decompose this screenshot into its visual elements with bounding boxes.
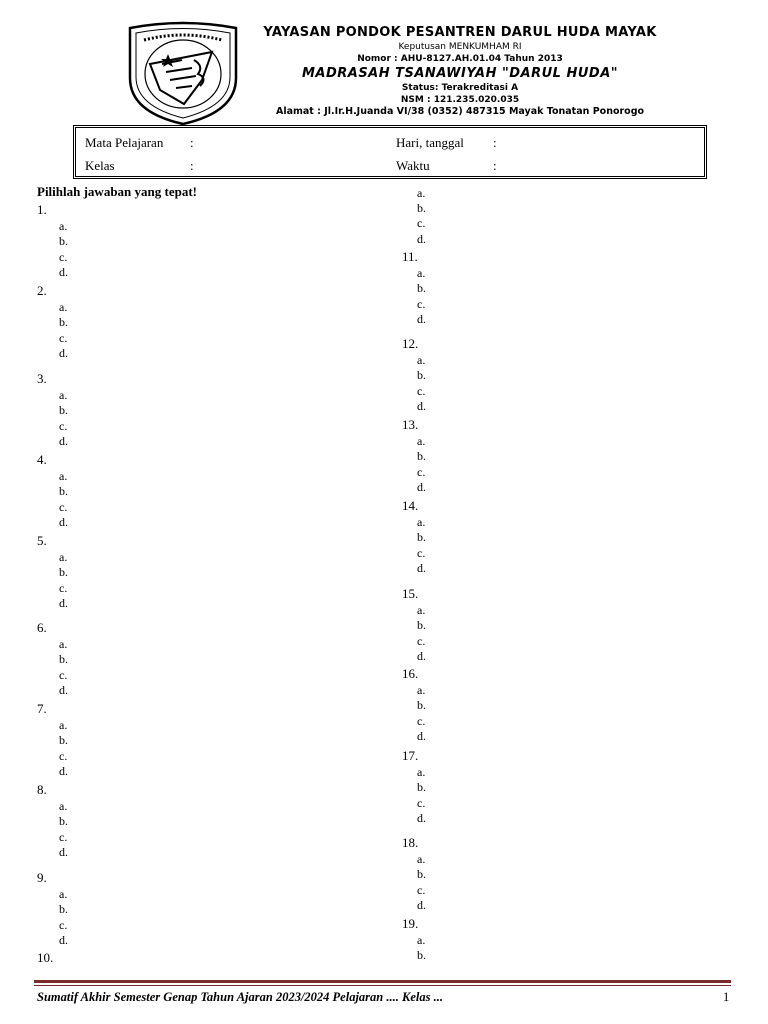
option-label: d.: [59, 433, 68, 448]
question-list: [0, 180, 768, 970]
option-label: c.: [417, 882, 426, 897]
option-label: a.: [417, 765, 426, 779]
instruction-text: Pilihlah jawaban yang tepat!: [37, 184, 197, 199]
option-label: d.: [417, 728, 426, 743]
question-number: 14.: [402, 498, 419, 513]
kelas-label: Kelas: [85, 158, 115, 173]
option-label: c.: [59, 917, 68, 932]
school-logo-icon: [122, 20, 244, 126]
option-label: b.: [417, 698, 426, 713]
question-number: 17.: [402, 748, 419, 763]
mapel-label: Mata Pelajaran: [85, 135, 164, 150]
waktu-colon: :: [493, 158, 497, 173]
option-label: b.: [59, 565, 68, 580]
exam-info-box: [73, 125, 707, 179]
option-label: d.: [417, 560, 426, 575]
question-number: 16.: [402, 666, 419, 681]
question-number: 10.: [37, 950, 54, 965]
option-label: b.: [417, 948, 426, 963]
option-label: b.: [59, 902, 68, 917]
mapel-colon: :: [190, 135, 194, 150]
option-label: a.: [59, 718, 68, 732]
footer-exam-title: Sumatif Akhir Semester Genap Tahun Ajaran 2023/2024 Pelajaran .... Kelas ...: [37, 990, 443, 1004]
option-label: c.: [59, 748, 68, 763]
alamat-text: Alamat : Jl.Ir.H.Juanda VI/38 (0352) 487315 Mayak Tonatan Ponorogo: [275, 106, 645, 117]
footer-divider: [34, 980, 731, 983]
question-number: 19.: [402, 916, 419, 931]
option-label: d.: [59, 595, 68, 610]
option-label: d.: [417, 479, 426, 494]
option-label: d.: [59, 763, 68, 778]
option-label: c.: [59, 249, 68, 264]
option-label: b.: [417, 530, 426, 545]
option-label: b.: [417, 618, 426, 633]
option-label: c.: [417, 795, 426, 810]
option-label: c.: [417, 383, 426, 398]
option-label: c.: [59, 499, 68, 514]
question-number: 8.: [37, 782, 47, 797]
question-number: 3.: [37, 371, 47, 386]
option-label: a.: [417, 266, 426, 280]
option-label: d.: [59, 932, 68, 947]
option-label: a.: [59, 550, 68, 564]
option-label: b.: [417, 449, 426, 464]
option-label: c.: [59, 580, 68, 595]
option-label: b.: [59, 315, 68, 330]
option-label: b.: [59, 403, 68, 418]
question-number: 4.: [37, 452, 47, 467]
option-label: b.: [59, 733, 68, 748]
kelas-colon: :: [190, 158, 194, 173]
option-label: a.: [417, 353, 426, 367]
hari-colon: :: [493, 135, 497, 150]
option-label: d.: [417, 398, 426, 413]
option-label: c.: [417, 633, 426, 648]
option-label: a.: [417, 933, 426, 947]
option-label: c.: [59, 418, 68, 433]
question-number: 5.: [37, 533, 47, 548]
nsm-text: NSM : 121.235.020.035: [400, 95, 520, 105]
option-label: a.: [59, 300, 68, 314]
option-label: d.: [59, 514, 68, 529]
option-label: d.: [417, 232, 426, 246]
option-label: d.: [59, 264, 68, 279]
question-number: 1.: [37, 202, 47, 217]
option-label: d.: [417, 648, 426, 663]
option-label: a.: [59, 887, 68, 901]
option-label: d.: [417, 897, 426, 912]
nomor-text: Nomor : AHU-8127.AH.01.04 Tahun 2013: [357, 54, 563, 64]
option-label: c.: [417, 464, 426, 479]
question-number: 7.: [37, 701, 47, 716]
option-label: b.: [417, 201, 426, 215]
question-number: 13.: [402, 417, 419, 432]
option-label: a.: [417, 603, 426, 617]
option-label: d.: [59, 345, 68, 360]
status-text: Status: Terakreditasi A: [401, 83, 519, 93]
option-label: a.: [417, 434, 426, 448]
option-label: a.: [417, 852, 426, 866]
option-label: c.: [417, 545, 426, 560]
option-label: b.: [417, 867, 426, 882]
option-label: c.: [59, 330, 68, 345]
option-label: a.: [59, 388, 68, 402]
option-label: b.: [417, 780, 426, 795]
page-number: 1: [723, 990, 730, 1004]
option-label: c.: [59, 667, 68, 682]
option-label: d.: [59, 844, 68, 859]
option-label: a.: [59, 469, 68, 483]
option-label: c.: [417, 713, 426, 728]
option-label: c.: [417, 296, 426, 311]
option-label: d.: [417, 311, 426, 326]
option-label: b.: [59, 814, 68, 829]
question-number: 12.: [402, 336, 419, 351]
letterhead: [0, 0, 768, 125]
option-label: a.: [59, 219, 68, 233]
option-label: b.: [59, 484, 68, 499]
option-label: b.: [59, 652, 68, 667]
option-label: a.: [417, 186, 426, 200]
option-label: b.: [417, 281, 426, 296]
question-number: 15.: [402, 586, 419, 601]
keputusan-text: Keputusan MENKUMHAM RI: [398, 42, 522, 52]
option-label: c.: [417, 216, 426, 230]
question-number: 9.: [37, 870, 47, 885]
footer-divider-thin: [34, 985, 731, 986]
option-label: c.: [59, 829, 68, 844]
option-label: a.: [417, 683, 426, 697]
madrasah-title: MADRASAH TSANAWIYAH "DARUL HUDA": [301, 66, 619, 81]
hari-label: Hari, tanggal: [396, 135, 464, 150]
option-label: d.: [59, 682, 68, 697]
question-number: 18.: [402, 835, 419, 850]
question-number: 11.: [402, 249, 418, 264]
yayasan-title: YAYASAN PONDOK PESANTREN DARUL HUDA MAYAK: [263, 25, 657, 40]
question-number: 6.: [37, 620, 47, 635]
waktu-label: Waktu: [396, 158, 430, 173]
option-label: b.: [59, 234, 68, 249]
question-number: 2.: [37, 283, 47, 298]
option-label: b.: [417, 368, 426, 383]
option-label: a.: [417, 515, 426, 529]
option-label: d.: [417, 810, 426, 825]
option-label: a.: [59, 637, 68, 651]
option-label: a.: [59, 799, 68, 813]
